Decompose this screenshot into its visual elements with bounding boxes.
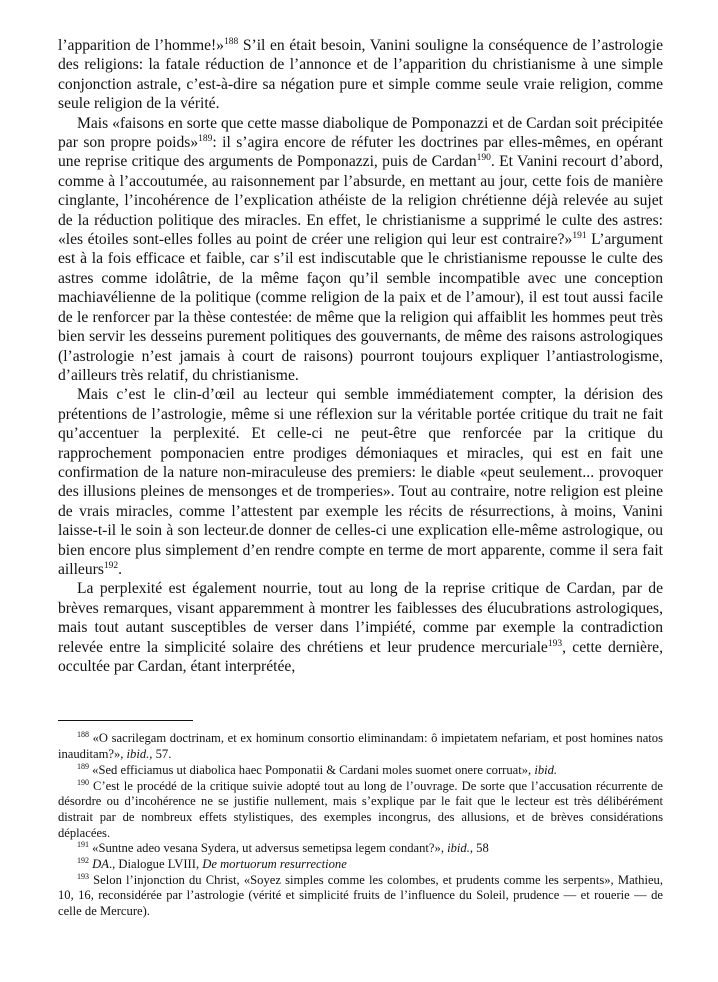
footnote-ref: 190 bbox=[476, 153, 491, 164]
text-run: , cette dernière, occultée par Cardan, étant interprétée, bbox=[58, 638, 663, 675]
footnote-ref: 191 bbox=[77, 840, 89, 850]
footnote-ref: 193 bbox=[547, 638, 563, 649]
footnote-ref: 189 bbox=[77, 761, 89, 771]
footnote-ref: 189 bbox=[198, 134, 213, 145]
italic-text: ibid. bbox=[126, 747, 150, 762]
text-run: «O sacrilegam doctrinam, et ex hominum consortio eliminandam: ô impietatem nefariam, et post homines natos inauditam?», bbox=[58, 731, 663, 762]
paragraph bbox=[58, 36, 663, 114]
text-run: Mais c’est le clin-d’œil au lecteur qui semble immédiatement compter, la dérision des prétentions de l’astrologie, même si une réflexion sur la véritable portée critique du trait ne fait qu’accentuer la perplexité. Et celle-ci ne peut-être que renforcée par la critique du rapprochement pomponacien entre prodiges démoniaques et miracles, qui est en fait une confirmation de la nature non-miraculeuse des premiers: le diable «peut seulement... provoquer des illusions pleines de mensonges et de tromperies». Tout au contraire, notre religion est pleine de vrais miracles, comme l’attestent par exemple les récits de résurrections, à moins, Vanini laisse-t-il le soin à son lecteur.de donner de celles-ci une explication elle-même astrologique, ou bien encore plus simplement d’en rendre compte en terme de mort apparente, comme il sera fait ailleurs bbox=[58, 386, 663, 578]
italic-text: DA bbox=[92, 857, 109, 872]
footnote bbox=[58, 873, 663, 920]
footnote-ref: 193 bbox=[77, 871, 89, 881]
paragraph bbox=[58, 579, 663, 676]
text-run: l’apparition de l’homme!» bbox=[58, 37, 224, 54]
italic-text: De mortuorum resurrectione bbox=[202, 857, 347, 872]
paragraph bbox=[58, 385, 663, 579]
footnote-ref: 188 bbox=[223, 37, 239, 47]
book-page bbox=[58, 36, 663, 920]
footnote-ref: 192 bbox=[77, 856, 89, 866]
main-text bbox=[58, 36, 663, 676]
text-run: , bbox=[195, 857, 203, 872]
text-run: «Sed efficiamus ut diabolica haec Pomponatii & Cardani moles suomet onere corruat», bbox=[89, 762, 535, 777]
footnote bbox=[58, 841, 663, 857]
footnote-ref: 188 bbox=[77, 730, 89, 740]
italic-text: ibid. bbox=[534, 762, 558, 777]
text-run: S’il en était besoin, Vanini souligne la conséquence de l’astrologie des religions: la fatale réduction de l’annonce et de l’apparition du christianisme à une simple conjonction astrale, c’est-à-dire sa négation pure et simple comme seule vraie religion, comme seule religion de la vérité. bbox=[58, 37, 663, 113]
text-run: «Suntne adeo vesana Sydera, ut adversus semetipsa legem condant?», bbox=[89, 841, 448, 856]
footnote-ref: 192 bbox=[103, 560, 119, 571]
footnote bbox=[58, 779, 663, 842]
paragraph bbox=[58, 114, 663, 386]
footnote-separator bbox=[58, 720, 193, 721]
text-run: ., Dialogue bbox=[108, 857, 168, 872]
text-run: 58 bbox=[473, 841, 489, 856]
text-run: , 57. bbox=[149, 747, 172, 762]
text-run: La perplexité est également nourrie, tout au long de la reprise critique de Cardan, par de brèves remarques, visant apparemment à montrer les faiblesses des élucubrations astrologiques, mais tout autant susceptibles de verser dans l’impiété, comme par exemple la contradiction relevée entre la simplicité solaire des chrétiens et leur prudence mercuriale bbox=[58, 580, 663, 656]
text-run: : il s’agira encore de réfuter les doctrines par elles-mêmes, en opérant une reprise critique des arguments de Pomponazzi, puis de Cardan bbox=[58, 134, 663, 171]
text-run: . bbox=[118, 560, 123, 578]
footnote bbox=[58, 731, 663, 762]
footnote bbox=[58, 763, 663, 779]
text-run: Mais «faisons en sorte que cette masse diabolique de Pomponazzi et de Cardan soit précipitée par son propre poids» bbox=[58, 114, 663, 152]
italic-text: ibid., bbox=[447, 841, 474, 856]
footnotes bbox=[58, 731, 663, 919]
footnote-ref: 190 bbox=[77, 777, 89, 787]
small-caps-text: LVIII bbox=[167, 857, 196, 872]
text-run: C’est le procédé de la critique suivie adopté tout au long de l’ouvrage. De sorte que l’accusation récurrente de désordre ou d’incohérence ne se justifie nullement, mais s’explique par le fait que le lecteur est très délibérément distrait par de nombreux effets stylistiques, des exemples incongrus, des allusions, et de brèves considérations déplacées. bbox=[58, 778, 663, 840]
text-run: . Et Vanini recourt d’abord, comme à l’accoutumée, au raisonnement par l’absurde, en mettant au jour, cette fois de manière cinglante, l’incohérence de l’explication athéiste de la religion chrétienne déjà relevée au sujet de la réduction politique des miracles. En effet, le christianisme a supprimé le culte des astres: «les étoiles sont-elles folles au point de créer une religion qui leur est contraire?» bbox=[58, 153, 664, 249]
footnote bbox=[58, 857, 663, 873]
footnote-ref: 191 bbox=[572, 231, 587, 242]
text-run: L’argument est à la fois efficace et faible, car s’il est indiscutable que le christianisme repousse le culte des astres comme idolâtrie, de la même façon qu’il semble incompatible avec une conception machiavélienne de la politique (comme religion de la paix et de l’amour), il est tout aussi facile de le renforcer par la thèse contestée: de même que la religion qui affaiblit les hommes peut très bien servir les desseins purement politiques des gouvernants, de même des raisons astrologiques (l’astrologie n’est jamais à court de raisons) pourront toujours expliquer l’antiastrologisme, d’ailleurs très relatif, du christianisme. bbox=[58, 231, 663, 384]
text-run: Selon l’injonction du Christ, «Soyez simples comme les colombes, et prudents comme les serpents», Mathieu, 10, 16, reconsidérée par l’astrologie (vérité et simplicité fruits de l’influence du Soleil, prudence — et rouerie — de celle de Mercure). bbox=[58, 872, 663, 919]
